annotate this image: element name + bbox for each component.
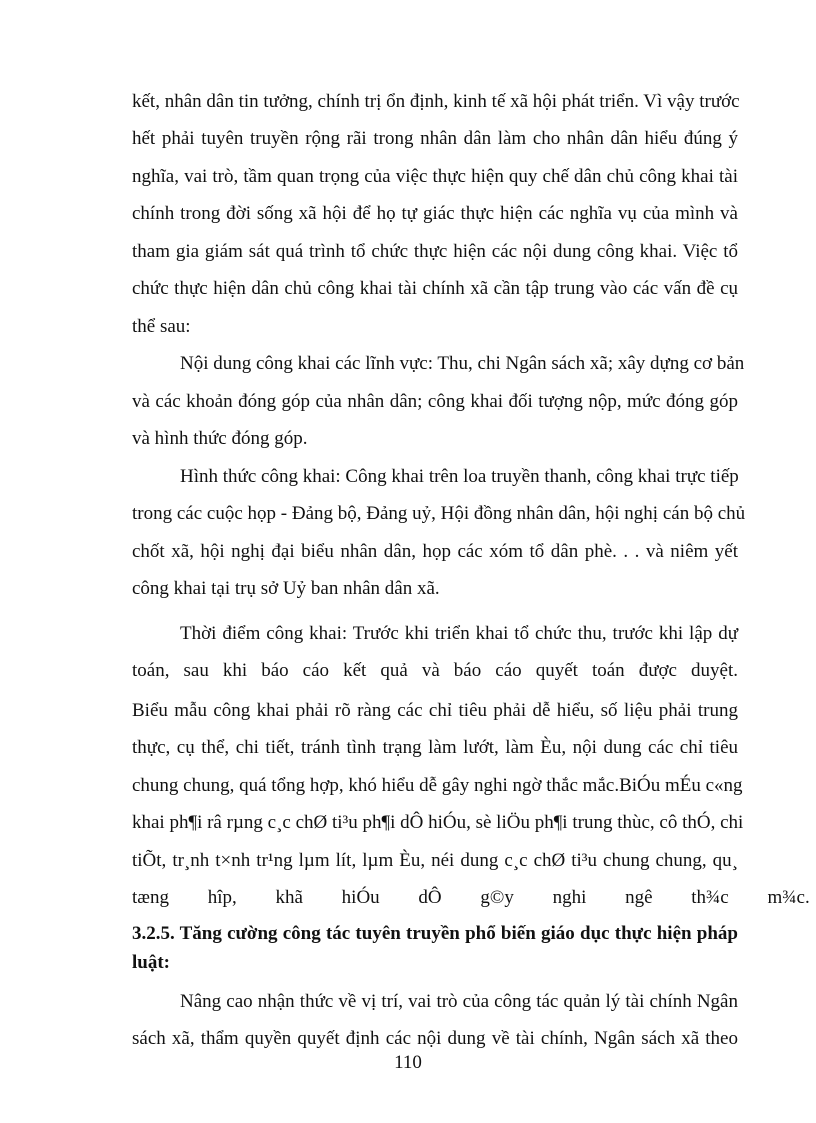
text-line: tiÕt, tr¸nh t×nh tr¹ng lµm lít, lµm Èu, néi dung c¸c chØ ti³u chung chung, qu¸ xyxy=(132,850,738,871)
paragraph-first-line: Nâng cao nhận thức về vị trí, vai trò của công tác quản lý tài chính Ngân xyxy=(180,991,738,1012)
text-line: khai ph¶i râ rµng c¸c chØ ti³u ph¶i dÔ hiÓu, sè liÖu ph¶i trung thùc, cô thÓ, chi xyxy=(132,812,744,833)
paragraph-first-line: Hình thức công khai: Công khai trên loa truyền thanh, công khai trực tiếp xyxy=(180,466,739,487)
section-heading: 3.2.5. Tăng cường công tác tuyên truyền phổ biến giáo dục thực hiện pháp xyxy=(132,923,738,944)
text-line: hết phải tuyên truyền rộng rãi trong nhân dân làm cho nhân dân hiểu đúng ý xyxy=(132,128,738,149)
text-line: thực, cụ thể, chi tiết, tránh tình trạng làm lướt, làm Èu, nội dung các chỉ tiêu xyxy=(132,737,738,758)
text-line: và hình thức đóng góp. xyxy=(132,428,308,449)
text-line: công khai tại trụ sở Uỷ ban nhân dân xã. xyxy=(132,578,440,599)
text-line: và các khoản đóng góp của nhân dân; công khai đối tượng nộp, mức đóng góp xyxy=(132,391,738,412)
text-line: Biểu mẫu công khai phải rõ ràng các chỉ tiêu phải dễ hiểu, số liệu phải trung xyxy=(132,700,738,721)
text-line: chung chung, quá tổng hợp, khó hiểu dễ gây nghi ngờ thắc mắc.BiÓu mÉu c«ng xyxy=(132,775,743,796)
text-line: trong các cuộc họp - Đảng bộ, Đảng uỷ, Hội đồng nhân dân, hội nghị cán bộ chủ xyxy=(132,503,746,524)
text-line: chốt xã, hội nghị đại biểu nhân dân, họp các xóm tổ dân phè. . . và niêm yết xyxy=(132,541,738,562)
text-line: kết, nhân dân tin tưởng, chính trị ổn định, kinh tế xã hội phát triển. Vì vậy trước xyxy=(132,91,740,112)
text-line: sách xã, thẩm quyền quyết định các nội dung về tài chính, Ngân sách xã theo xyxy=(132,1028,738,1049)
page-number: 110 xyxy=(394,1052,422,1073)
section-heading-continued: luật: xyxy=(132,952,170,973)
paragraph-first-line: Nội dung công khai các lĩnh vực: Thu, chi Ngân sách xã; xây dựng cơ bản xyxy=(180,353,745,374)
text-line: toán, sau khi báo cáo kết quả và báo cáo quyết toán được duyệt. xyxy=(132,660,738,681)
paragraph-first-line: Thời điểm công khai: Trước khi triển khai tổ chức thu, trước khi lập dự xyxy=(180,623,738,644)
text-line: chức thực hiện dân chủ công khai tài chính xã cần tập trung vào các vấn đề cụ xyxy=(132,278,738,299)
text-line: thể sau: xyxy=(132,316,191,337)
text-line: tham gia giám sát quá trình tổ chức thực hiện các nội dung công khai. Việc tổ xyxy=(132,241,738,262)
text-line: chính trong đời sống xã hội để họ tự giác thực hiện các nghĩa vụ của mình và xyxy=(132,203,738,224)
text-line: tæng hîp, khã hiÓu dÔ g©y nghi ngê th¾c m¾c. xyxy=(132,887,810,908)
text-line: nghĩa, vai trò, tầm quan trọng của việc thực hiện quy chế dân chủ công khai tài xyxy=(132,166,738,187)
